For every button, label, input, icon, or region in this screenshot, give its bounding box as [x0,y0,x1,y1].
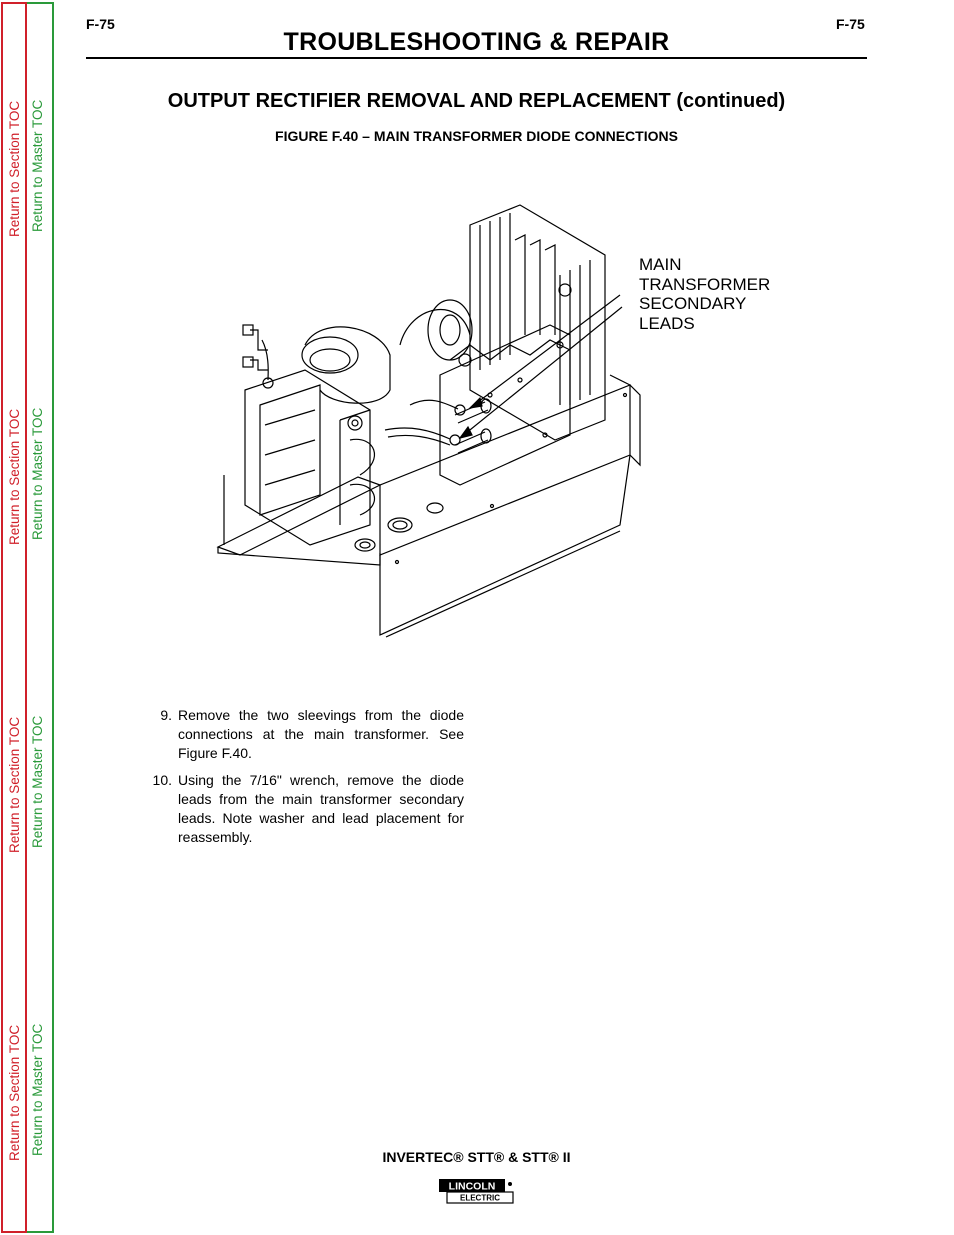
return-to-master-toc-link[interactable]: Return to Master TOC [30,99,45,232]
svg-text:ELECTRIC: ELECTRIC [460,1193,500,1203]
section-toc-nav-column [1,2,27,1233]
return-to-section-toc-link[interactable]: Return to Section TOC [7,716,22,853]
step-text: Using the 7/16" wrench, remove the diode leads from the main transformer secondary leads. Note washer and lead placement for reassembly. [178,772,464,845]
figure-caption: FIGURE F.40 – MAIN TRANSFORMER DIODE CONNECTIONS [275,128,678,144]
header-divider [86,57,867,59]
return-to-section-toc-link[interactable]: Return to Section TOC [7,408,22,545]
return-to-section-toc-link[interactable]: Return to Section TOC [7,1024,22,1161]
product-name: INVERTEC® STT® & STT® II [382,1149,571,1165]
page-number-left: F-75 [86,16,115,32]
page-title: TROUBLESHOOTING & REPAIR [283,28,670,56]
callout-line: SECONDARY [639,294,747,313]
step-number: 9. [160,707,172,723]
master-toc-nav-column [27,2,54,1233]
list-item [136,706,464,763]
lincoln-electric-logo [437,1176,515,1206]
svg-text:LINCOLN: LINCOLN [448,1180,496,1193]
step-number: 10. [152,772,172,788]
page-number-right: F-75 [836,16,865,32]
return-to-master-toc-link[interactable]: Return to Master TOC [30,715,45,848]
figure-callout [639,255,770,333]
callout-line: MAIN [639,255,682,274]
step-text: Remove the two sleevings from the diode connections at the main transformer. See Figure F.40. [178,707,464,761]
callout-line: LEADS [639,313,695,333]
return-to-master-toc-link[interactable]: Return to Master TOC [30,407,45,540]
procedure-steps [136,706,464,855]
return-to-master-toc-link[interactable]: Return to Master TOC [30,1023,45,1156]
section-title: OUTPUT RECTIFIER REMOVAL AND REPLACEMENT (continued) [167,90,786,112]
return-to-section-toc-link[interactable]: Return to Section TOC [7,100,22,237]
list-item [136,771,464,847]
callout-line: TRANSFORMER [639,274,771,294]
